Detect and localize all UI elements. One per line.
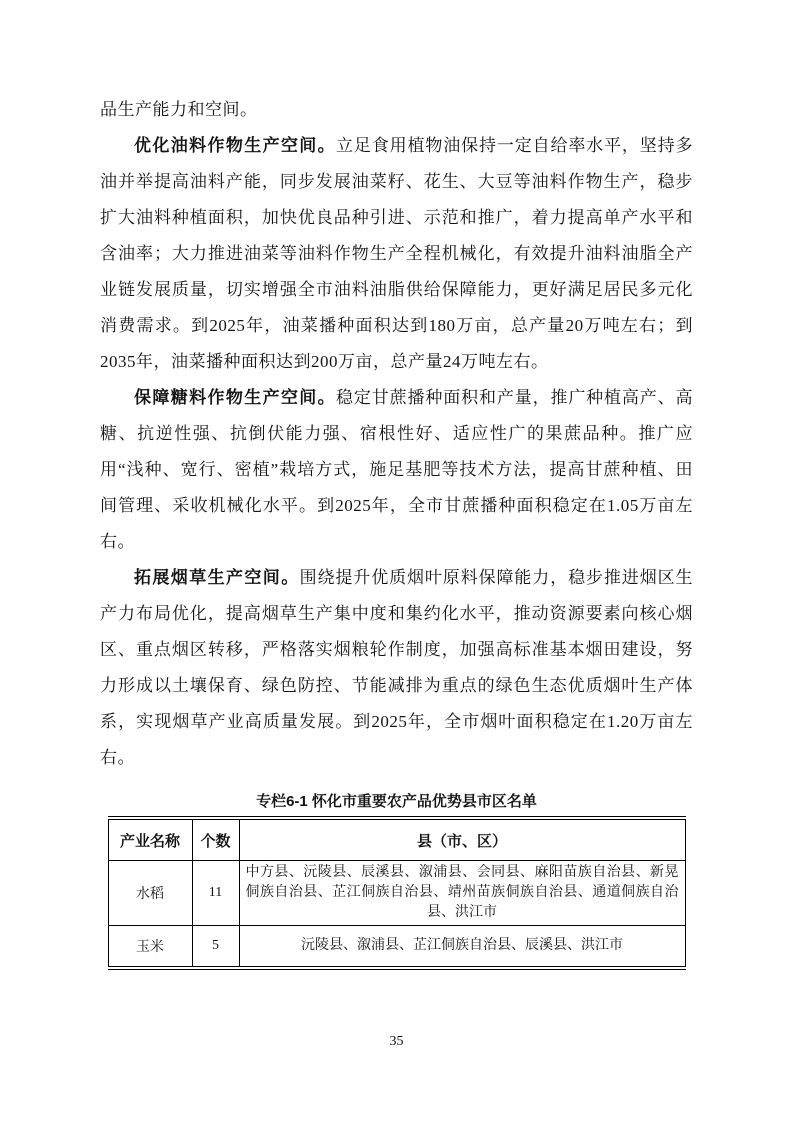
table-row [108, 861, 685, 926]
paragraph [100, 380, 693, 560]
paragraph [100, 128, 693, 380]
table-header-counties: 县（市、区） [239, 818, 685, 861]
cell-counties: 沅陵县、溆浦县、芷江侗族自治县、辰溪县、洪江市 [239, 926, 685, 969]
table-header-count: 个数 [192, 818, 239, 861]
paragraph-lead: 拓展烟草生产空间。 [134, 568, 300, 587]
cell-industry: 水稻 [108, 861, 192, 926]
table-header-row [108, 818, 685, 861]
cell-counties: 中方县、沅陵县、辰溪县、溆浦县、会同县、麻阳苗族自治县、新晃侗族自治县、芷江侗族自治县、靖州苗族侗族自治县、通道侗族自治县、洪江市 [239, 861, 685, 926]
cell-industry: 玉米 [108, 926, 192, 969]
paragraph-lead: 保障糖料作物生产空间。 [134, 388, 337, 407]
paragraph [100, 92, 693, 128]
paragraph [100, 560, 693, 776]
body-text [100, 92, 693, 970]
paragraph-text: 围绕提升优质烟叶原料保障能力，稳步推进烟区生产力布局优化，提高烟草生产集中度和集约化水平，推动资源要素向核心烟区、重点烟区转移，严格落实烟粮轮作制度，加强高标准基本烟田建设，努力形成以土壤保育、绿色防控、节能减排为重点的绿色生态优质烟叶生产体系，实现烟草产业高质量发展。到2025年，全市烟叶面积稳定在1.20万亩左右。 [100, 568, 694, 767]
table-header-industry: 产业名称 [108, 818, 192, 861]
page-number: 35 [389, 1034, 404, 1049]
paragraph-text: 品生产能力和空间。 [100, 100, 258, 119]
paragraph-text: 立足食用植物油保持一定自给率水平，坚持多油并举提高油料产能，同步发展油菜籽、花生、大豆等油料作物生产，稳步扩大油料种植面积，加快优良品种引进、示范和推广，着力提高单产水平和含油率；大力推进油菜等油料作物生产全程机械化，有效提升油料油脂全产业链发展质量，切实增强全市油料油脂供给保障能力，更好满足居民多元化消费需求。到2025年，油菜播种面积达到180万亩，总产量20万吨左右；到2035年，油菜播种面积达到200万亩，总产量24万吨左右。 [100, 136, 694, 371]
paragraph-lead: 优化油料作物生产空间。 [134, 136, 337, 155]
table-title: 专栏6-1 怀化市重要农产品优势县市区名单 [256, 793, 537, 810]
paragraph-text: 稳定甘蔗播种面积和产量，推广种植高产、高糖、抗逆性强、抗倒伏能力强、宿根性好、适应性广的果蔗品种。推广应用“浅种、宽行、密植”栽培方式，施足基肥等技术方法，提高甘蔗种植、田间管理、采收机械化水平。到2025年，全市甘蔗播种面积稳定在1.05万亩左右。 [100, 388, 694, 551]
cell-count: 11 [192, 861, 239, 926]
advantage-counties-table [108, 816, 686, 970]
cell-count: 5 [192, 926, 239, 969]
table-row [108, 926, 685, 969]
